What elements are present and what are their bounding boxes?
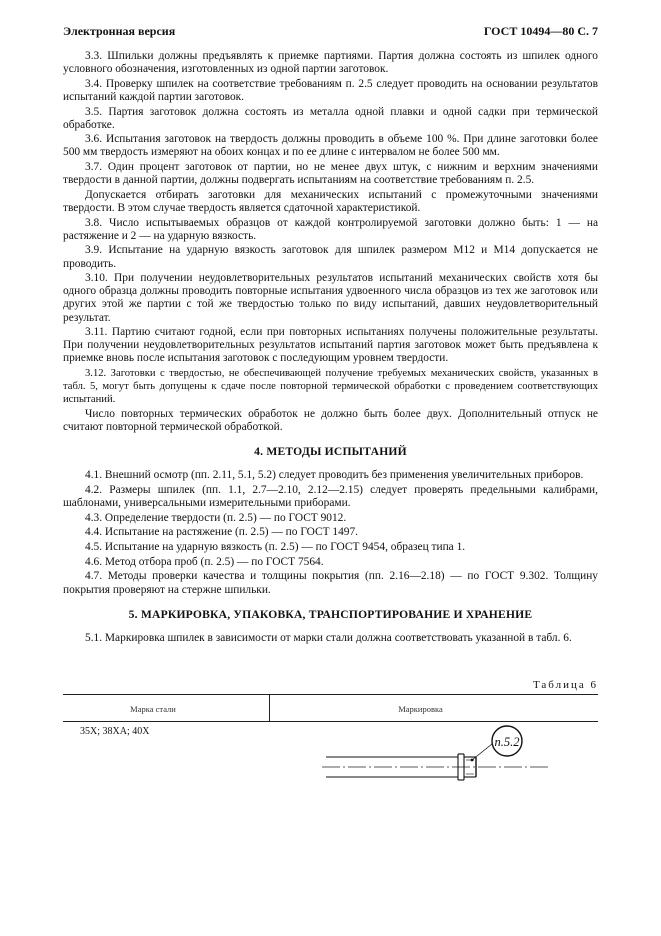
column-header-marking: Маркировка bbox=[398, 704, 443, 714]
column-header-grade: Марка стали bbox=[130, 704, 176, 714]
paragraph-4-6: 4.6. Метод отбора проб (п. 2.5) — по ГОСТ 7564. bbox=[85, 555, 324, 568]
stud-marking-drawing bbox=[316, 724, 556, 804]
paragraph-3-7-note: Допускается отбирать заготовки для механических испытаний с промежуточными значениями твердости. В этом случае твердость является сдаточной характеристикой. bbox=[63, 188, 598, 214]
callout-leader-line bbox=[472, 744, 492, 760]
paragraph-3-10: 3.10. При получении неудовлетворительных результатов испытаний механических свойств хотя бы одного образца должны проводить повторные испытания удвоенного числа образцов из тех же заготовок или других этой же партии с той же твердостью только по виду испытаний, давших неудовлетворительный результат. bbox=[63, 272, 598, 324]
paragraph-4-4: 4.4. Испытание на растяжение (п. 2.5) — по ГОСТ 1497. bbox=[85, 526, 359, 539]
paragraph-3-11: 3.11. Партию считают годной, если при повторных испытаниях получены положительные результаты. При получении неудовлетворительных результатов испытаний партия заготовок может быть предъявлена к приемке вновь после испытания заготовок с последующим уровнем твердости. bbox=[63, 326, 598, 365]
paragraph-3-9: 3.9. Испытание на ударную вязкость заготовок для шпилек размером М12 и М14 допускается не проводить. bbox=[63, 244, 598, 270]
table-header-row bbox=[63, 694, 598, 722]
paragraph-5-1: 5.1. Маркировка шпилек в зависимости от марки стали должна соответствовать указанной в табл. 6. bbox=[85, 631, 572, 644]
paragraph-3-12: 3.12. Заготовки с твердостью, не обеспечивающей получение требуемых механических свойств, указанных в табл. 5, могут быть допущены к сдаче после повторной термической обработки с проведением соответствующих испытаний. bbox=[63, 368, 598, 406]
callout-reference-text: п.5.2 bbox=[494, 735, 520, 749]
paragraph-4-1: 4.1. Внешний осмотр (пп. 2.11, 5.1, 5.2) следует проводить без применения увеличительных приборов. bbox=[85, 469, 584, 482]
document-body bbox=[63, 50, 598, 646]
paragraph-4-3: 4.3. Определение твердости (п. 2.5) — по ГОСТ 9012. bbox=[85, 511, 347, 524]
paragraph-3-12-note: Число повторных термических обработок не должно быть более двух. Дополнительный отпуск не считают повторной термической обработкой. bbox=[63, 407, 598, 434]
section-5-title: 5. МАРКИРОВКА, УПАКОВКА, ТРАНСПОРТИРОВАНИЕ И ХРАНЕНИЕ bbox=[128, 607, 533, 621]
paragraph-4-2: 4.2. Размеры шпилек (пп. 1.1, 2.7—2.10, 2.12—2.15) следует проверять предельными калибрами, шаблонами, универсальными измерительными приборами. bbox=[63, 483, 598, 510]
section-4-title: 4. МЕТОДЫ ИСПЫТАНИЙ bbox=[254, 445, 407, 459]
paragraph-4-5: 4.5. Испытание на ударную вязкость (п. 2.5) — по ГОСТ 9454, образец типа 1. bbox=[85, 541, 466, 554]
paragraph-3-8: 3.8. Число испытываемых образцов от каждой контролируемой заготовки должно быть: 1 — на растяжение и 2 — на ударную вязкость. bbox=[63, 216, 598, 242]
table-cell-steel-grade: 35Х; 38ХА; 40Х bbox=[80, 726, 150, 737]
header-edition-label: Электронная версия bbox=[63, 24, 176, 38]
paragraph-3-6: 3.6. Испытания заготовок на твердость должны проводить в объеме 100 %. При длине заготовки более 500 мм твердость измеряют на обоих концах и по ее длине с интервалом не более 500 мм. bbox=[63, 133, 598, 159]
header-standard-page: ГОСТ 10494—80 С. 7 bbox=[483, 24, 598, 38]
paragraph-3-3: 3.3. Шпильки должны предъявлять к приемке партиями. Партия должна состоять из шпилек одного условного обозначения, изготовленных из одной партии заготовок. bbox=[63, 50, 598, 76]
table-6 bbox=[63, 694, 598, 737]
paragraph-3-4: 3.4. Проверку шпилек на соответствие требованиям п. 2.5 следует проводить на основании результатов испытаний каждой партии заготовок. bbox=[63, 77, 598, 103]
paragraph-4-7: 4.7. Методы проверки качества и толщины покрытия (пп. 2.16—2.18) — по ГОСТ 9.302. Толщину покрытия проверяют на стержне шпильки. bbox=[63, 570, 598, 596]
paragraph-3-5: 3.5. Партия заготовок должна состоять из металла одной плавки и одной садки при термической обработке. bbox=[63, 105, 598, 131]
table-caption: Таблица 6 bbox=[532, 679, 598, 691]
paragraph-3-7: 3.7. Один процент заготовок от партии, но не менее двух штук, с нижним и верхним значениями твердости в данной партии, должны подвергать испытаниям на соответствие требованиям п. 2.5. bbox=[63, 161, 598, 187]
